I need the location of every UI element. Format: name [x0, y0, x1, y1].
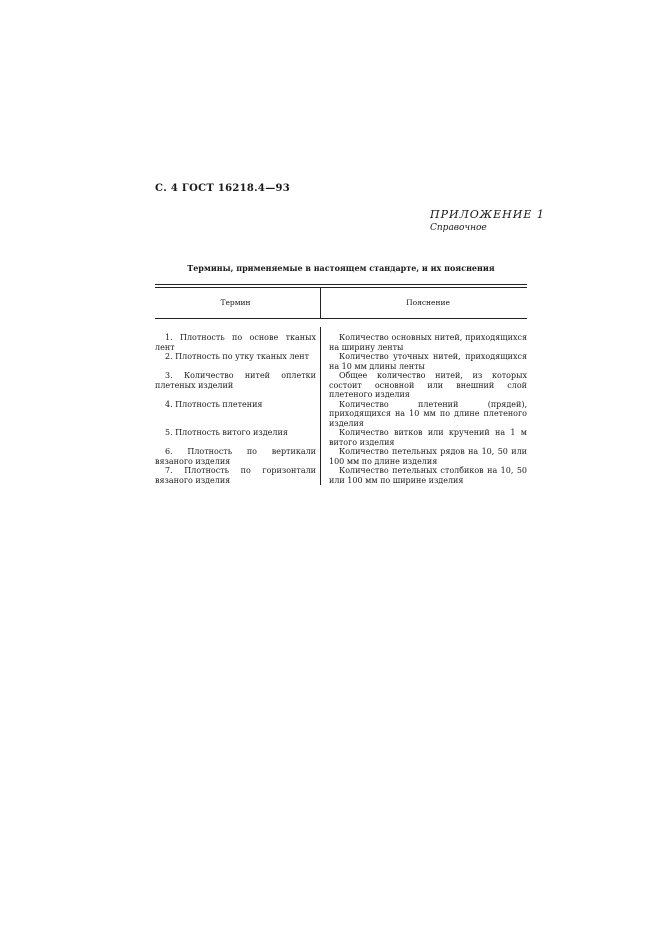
explanation-cell: Количество основных нитей, приходящихся на ширину ленты [320, 333, 527, 352]
explanation-cell: Количество петельных столбиков на 10, 50 или 100 мм по ширине изделия [320, 466, 527, 485]
table-caption: Термины, применяемые в настоящем стандарте, и их пояснения [187, 263, 495, 273]
term-cell: 6. Плотность по вертикали вязаного изделия [155, 447, 316, 466]
column-header-term: Термин [220, 298, 251, 307]
page-header: С. 4 ГОСТ 16218.4—93 [155, 183, 291, 194]
explanation-cell: Количество петельных рядов на 10, 50 или 100 мм по длине изделия [320, 447, 527, 466]
table-body [155, 319, 527, 489]
term-cell: 2. Плотность по утку тканых лент [165, 352, 310, 361]
table-row [155, 352, 527, 371]
table-row [155, 466, 527, 485]
appendix-subtitle: Справочное [430, 223, 487, 233]
table-row [155, 428, 527, 447]
appendix-block [430, 208, 545, 233]
term-cell: 5. Плотность витого изделия [165, 428, 288, 437]
table-row [155, 400, 527, 429]
term-cell: 1. Плотность по основе тканых лент [155, 333, 316, 352]
terms-table [155, 284, 527, 489]
table-header-row [155, 288, 527, 318]
table-row [155, 447, 527, 466]
term-cell: 4. Плотность плетения [165, 399, 263, 409]
explanation-cell: Количество витков или кручений на 1 м витого изделия [320, 428, 527, 447]
table-row [155, 333, 527, 352]
explanation-cell: Общее количество нитей, из которых состоит основной или внешний слой плетеного изделия [320, 371, 527, 400]
explanation-cell: Количество плетений (прядей), приходящихся на 10 мм по длине плетеного изделия [320, 400, 527, 429]
term-cell: 3. Количество нитей оплетки плетеных изделий [155, 371, 316, 390]
term-cell: 7. Плотность по горизонтали вязаного изделия [155, 466, 316, 485]
explanation-cell: Количество уточных нитей, приходящихся на 10 мм длины ленты [320, 352, 527, 371]
appendix-title: ПРИЛОЖЕНИЕ 1 [430, 208, 545, 221]
column-header-explanation: Пояснение [320, 288, 527, 318]
table-row [155, 371, 527, 400]
